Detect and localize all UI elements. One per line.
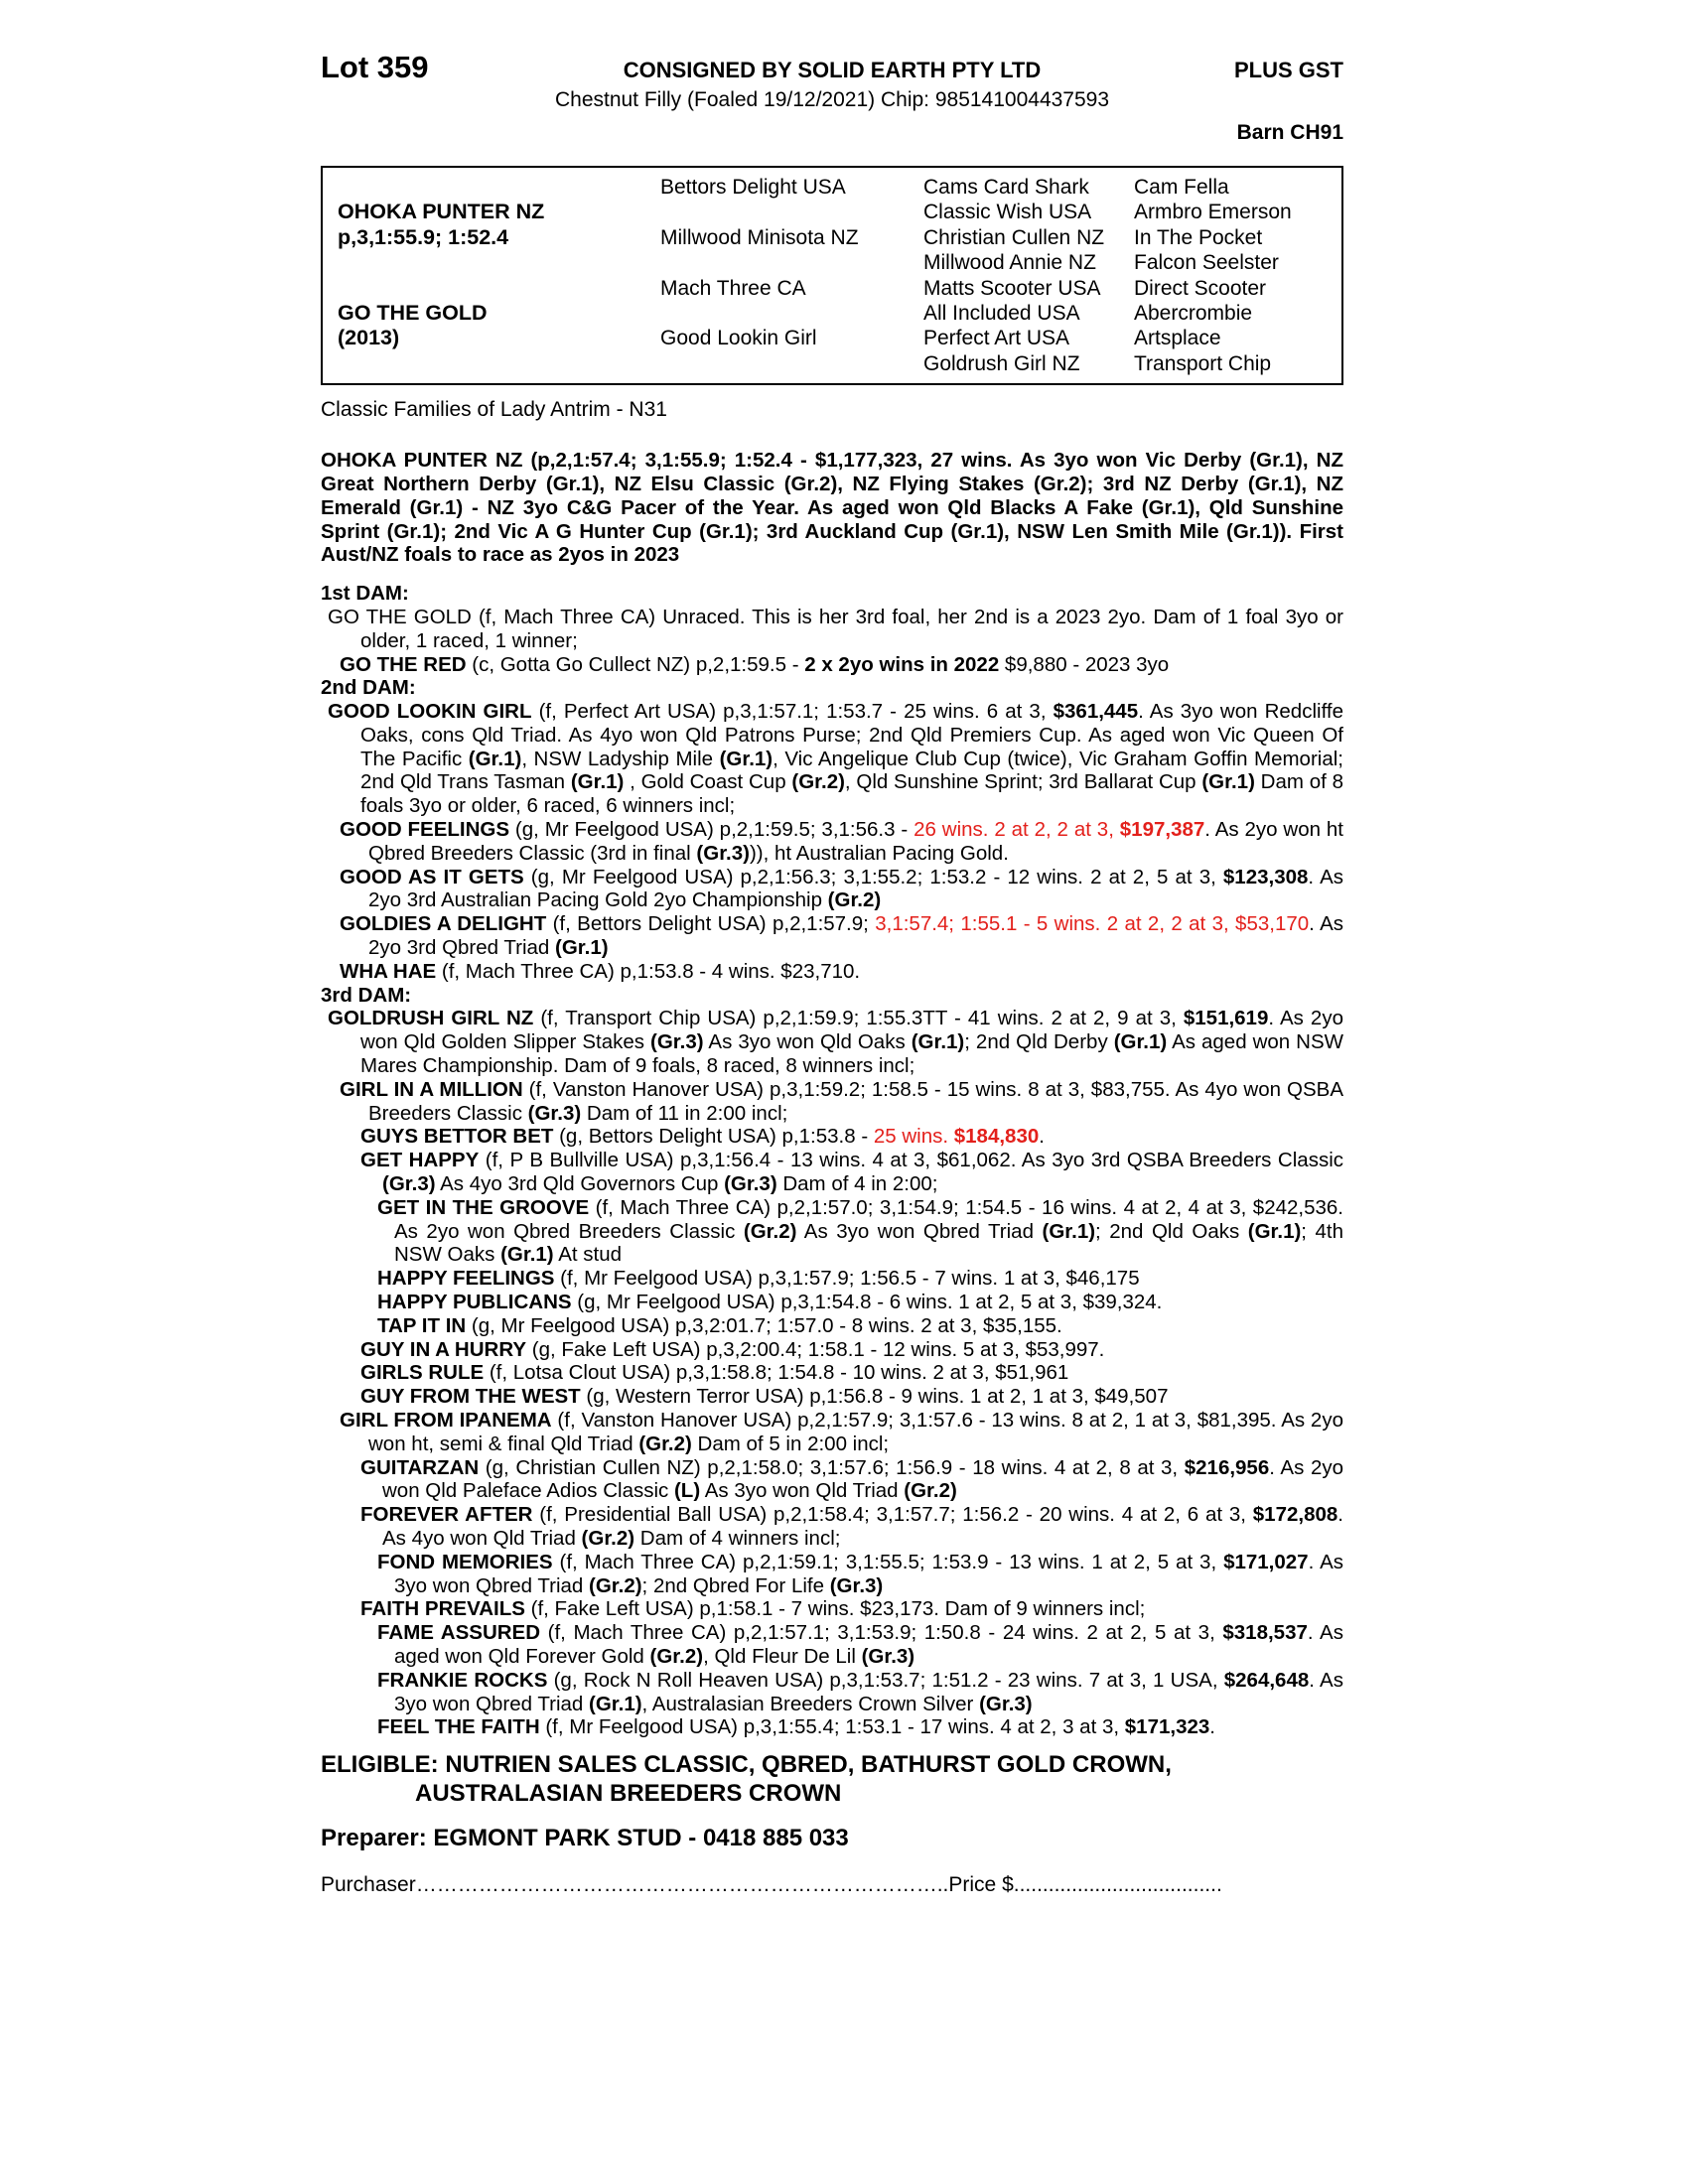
- entry-goldrush-girl-nz: GOLDRUSH GIRL NZ (f, Transport Chip USA) p,2,1:59.9; 1:55.3TT - 41 wins. 2 at 2, 9 at 3, $151,619. As 2yo won Qld Golden Slipper Stakes (Gr.3) As 3yo won Qld Oaks (Gr.1); 2nd Qld Derby (Gr.1) As aged won NSW Mares Championship. Dam of 9 foals, 8 raced, 8 winners incl;: [328, 1007, 1344, 1078]
- pedigree-generation4-1: Cam Fella: [1134, 176, 1229, 199]
- dam3-header: 3rd DAM:: [321, 983, 412, 1007]
- price-blank: ....................................: [1013, 1873, 1222, 1897]
- pedigree-generation2-3: Mach Three CA: [660, 276, 806, 300]
- dam1-header: 1st DAM:: [321, 582, 409, 606]
- pedigree-generation2-1: Bettors Delight USA: [660, 176, 846, 199]
- preparer-line: Preparer: EGMONT PARK STUD - 0418 885 033: [321, 1825, 849, 1852]
- pedigree-table: [321, 166, 1343, 385]
- dam2-header: 2nd DAM:: [321, 676, 416, 700]
- entry-forever-after: FOREVER AFTER (f, Presidential Ball USA) p,2,1:58.4; 3,1:57.7; 1:56.2 - 20 wins. 4 at 2, 6 at 3, $172,808. As 4yo won Qld Triad (Gr.2) Dam of 4 winners incl;: [360, 1503, 1343, 1550]
- entry-wha-hae: WHA HAE (f, Mach Three CA) p,1:53.8 - 4 wins. $23,710.: [340, 959, 861, 983]
- entry-feel-the-faith: FEEL THE FAITH (f, Mr Feelgood USA) p,3,1:55.4; 1:53.1 - 17 wins. 4 at 2, 3 at 3, $171,323.: [377, 1715, 1215, 1739]
- purchaser-blank: …………………………………………………………………..: [415, 1873, 949, 1897]
- entry-go-the-gold: GO THE GOLD (f, Mach Three CA) Unraced. This is her 3rd foal, her 2nd is a 2023 2yo. Dam of 1 foal 3yo or older, 1 raced, 1 winner;: [328, 605, 1343, 652]
- pedigree-generation1-2: [323, 276, 660, 377]
- pedigree-generation3-7: Perfect Art USA: [923, 327, 1070, 350]
- pedigree-name-line: GO THE GOLD: [338, 300, 488, 325]
- entry-faith-prevails: FAITH PREVAILS (f, Fake Left USA) p,1:58.1 - 7 wins. $23,173. Dam of 9 winners incl;: [360, 1597, 1146, 1621]
- pedigree-generation3-6: All Included USA: [923, 301, 1080, 325]
- pedigree-generation2-2: Millwood Minisota NZ: [660, 225, 859, 249]
- pedigree-generation4-4: Falcon Seelster: [1134, 251, 1279, 275]
- eligible-line2: AUSTRALASIAN BREEDERS CROWN: [415, 1780, 842, 1808]
- plus-gst-label: PLUS GST: [1233, 58, 1343, 82]
- pedigree-generation3-2: Classic Wish USA: [923, 201, 1092, 224]
- pedigree-name-line: p,3,1:55.9; 1:52.4: [338, 224, 509, 249]
- entry-get-happy: GET HAPPY (f, P B Bullville USA) p,3,1:56.4 - 13 wins. 4 at 3, $61,062. As 3yo 3rd QSBA Breeders Classic (Gr.3) As 4yo 3rd Qld Governors Cup (Gr.3) Dam of 4 in 2:00;: [360, 1149, 1343, 1196]
- header-row: [321, 0, 1343, 85]
- entry-guy-from-the-west: GUY FROM THE WEST (g, Western Terror USA) p,1:56.8 - 9 wins. 1 at 2, 1 at 3, $49,507: [360, 1385, 1169, 1409]
- entry-goldies-a-delight: GOLDIES A DELIGHT (f, Bettors Delight USA) p,2,1:57.9; 3,1:57.4; 1:55.1 - 5 wins. 2 at 2, 2 at 3, $53,170. As 2yo 3rd Qbred Triad (Gr.1): [340, 912, 1344, 960]
- purchaser-line: [321, 1873, 1343, 1897]
- entry-guitarzan: GUITARZAN (g, Christian Cullen NZ) p,2,1:58.0; 3,1:57.6; 1:56.9 - 18 wins. 4 at 2, 8 at 3, $216,956. As 2yo won Qld Paleface Adios Classic (L) As 3yo won Qld Triad (Gr.2): [360, 1455, 1343, 1503]
- pedigree-generation4-6: Abercrombie: [1134, 301, 1253, 325]
- pedigree-generation3-8: Goldrush Girl NZ: [923, 351, 1080, 375]
- entry-guy-in-a-hurry: GUY IN A HURRY (g, Fake Left USA) p,3,2:00.4; 1:58.1 - 12 wins. 5 at 3, $53,997.: [360, 1337, 1105, 1361]
- horse-description: Chestnut Filly (Foaled 19/12/2021) Chip: 985141004437593: [554, 88, 1110, 111]
- pedigree-generation3-1: Cams Card Shark: [923, 176, 1089, 199]
- pedigree-generation3-5: Matts Scooter USA: [923, 276, 1101, 300]
- entry-tap-it-in: TAP IT IN (g, Mr Feelgood USA) p,3,2:01.7; 1:57.0 - 8 wins. 2 at 3, $35,155.: [377, 1313, 1062, 1337]
- pedigree-name-line: OHOKA PUNTER NZ: [338, 200, 545, 224]
- family-line: Classic Families of Lady Antrim - N31: [321, 398, 667, 422]
- pedigree-generation4-8: Transport Chip: [1134, 351, 1272, 375]
- entry-good-feelings: GOOD FEELINGS (g, Mr Feelgood USA) p,2,1:59.5; 3,1:56.3 - 26 wins. 2 at 2, 2 at 3, $197,387. As 2yo won ht Qbred Breeders Classic (3rd in final (Gr.3))), ht Australian Pacing Gold.: [340, 818, 1344, 865]
- sire-summary: OHOKA PUNTER NZ (p,2,1:57.4; 3,1:55.9; 1:52.4 - $1,177,323, 27 wins. As 3yo won Vic Derby (Gr.1), NZ Great Northern Derby (Gr.1), NZ Elsu Classic (Gr.2), NZ Flying Stakes (Gr.2); 3rd NZ Derby (Gr.1), NZ Emerald (Gr.1) - NZ 3yo C&G Pacer of the Year. As aged won Qld Blacks A Fake (Gr.1), Qld Sunshine Sprint (Gr.1); 2nd Vic A G Hunter Cup (Gr.1); 3rd Auckland Cup (Gr.1), NSW Len Smith Mile (Gr.1)). First Aust/NZ foals to race as 2yos in 2023: [321, 449, 1343, 567]
- pedigree-generation4-2: Armbro Emerson: [1134, 201, 1292, 224]
- eligible-block: [321, 1750, 1343, 1808]
- pedigree-generation4-5: Direct Scooter: [1134, 276, 1267, 300]
- pedigree-generation2-4: Good Lookin Girl: [660, 327, 817, 350]
- barn-label: Barn CH91: [1236, 121, 1343, 144]
- entry-girls-rule: GIRLS RULE (f, Lotsa Clout USA) p,3,1:58.8; 1:54.8 - 10 wins. 2 at 3, $51,961: [360, 1361, 1069, 1385]
- pedigree-generation4-7: Artsplace: [1134, 327, 1221, 350]
- pedigree-name-line: (2013): [338, 326, 400, 350]
- pedigree-generation3-3: Christian Cullen NZ: [923, 225, 1105, 249]
- entry-frankie-rocks: FRANKIE ROCKS (g, Rock N Roll Heaven USA) p,3,1:53.7; 1:51.2 - 23 wins. 7 at 3, 1 USA, $264,648. As 3yo won Qbred Triad (Gr.1), Australasian Breeders Crown Silver (Gr.3): [377, 1668, 1343, 1715]
- entry-happy-feelings: HAPPY FEELINGS (f, Mr Feelgood USA) p,3,1:57.9; 1:56.5 - 7 wins. 1 at 3, $46,175: [377, 1267, 1140, 1291]
- entry-get-in-the-groove: GET IN THE GROOVE (f, Mach Three CA) p,2,1:57.0; 3,1:54.9; 1:54.5 - 16 wins. 4 at 2, 4 at 3, $242,536. As 2yo won Qbred Breeders Classic (Gr.2) As 3yo won Qbred Triad (Gr.1); 2nd Qld Oaks (Gr.1); 4th NSW Oaks (Gr.1) At stud: [377, 1195, 1344, 1267]
- lot-number: Lot 359: [321, 50, 429, 84]
- entry-go-the-red: GO THE RED (c, Gotta Go Cullect NZ) p,2,1:59.5 - 2 x 2yo wins in 2022 $9,880 - 2023 3yo: [340, 652, 1170, 676]
- entry-fond-memories: FOND MEMORIES (f, Mach Three CA) p,2,1:59.1; 3,1:55.5; 1:53.9 - 13 wins. 1 at 2, 5 at 3, $171,027. As 3yo won Qbred Triad (Gr.2); 2nd Qbred For Life (Gr.3): [377, 1550, 1343, 1597]
- consignor-title: CONSIGNED BY SOLID EARTH PTY LTD: [623, 58, 1042, 82]
- entry-fame-assured: FAME ASSURED (f, Mach Three CA) p,2,1:57.1; 3,1:53.9; 1:50.8 - 24 wins. 2 at 2, 5 at 3, $318,537. As aged won Qld Forever Gold (Gr.2), Qld Fleur De Lil (Gr.3): [377, 1621, 1343, 1668]
- entry-guys-bettor-bet: GUYS BETTOR BET (g, Bettors Delight USA) p,1:53.8 - 25 wins. $184,830.: [360, 1125, 1045, 1149]
- entry-good-as-it-gets: GOOD AS IT GETS (g, Mr Feelgood USA) p,2,1:56.3; 3,1:55.2; 1:53.2 - 12 wins. 2 at 2, 5 at 3, $123,308. As 2yo 3rd Australian Pacing Gold 2yo Championship (Gr.2): [340, 865, 1343, 912]
- eligible-line1: ELIGIBLE: NUTRIEN SALES CLASSIC, QBRED, BATHURST GOLD CROWN,: [321, 1751, 1172, 1779]
- catalog-page: [321, 0, 1343, 1897]
- entry-happy-publicans: HAPPY PUBLICANS (g, Mr Feelgood USA) p,3,1:54.8 - 6 wins. 1 at 2, 5 at 3, $39,324.: [377, 1291, 1163, 1314]
- pedigree-generation4-3: In The Pocket: [1134, 225, 1263, 249]
- entry-girl-in-a-million: GIRL IN A MILLION (f, Vanston Hanover USA) p,3,1:59.2; 1:58.5 - 15 wins. 8 at 3, $83,755. As 4yo won QSBA Breeders Classic (Gr.3) Dam of 11 in 2:00 incl;: [340, 1077, 1343, 1125]
- pedigree-generation3-4: Millwood Annie NZ: [923, 251, 1096, 275]
- pedigree-entries: [321, 449, 1343, 1739]
- price-label: Price $: [948, 1873, 1014, 1897]
- purchaser-label: Purchaser: [321, 1873, 416, 1897]
- pedigree-generation1-1: [323, 175, 660, 276]
- entry-girl-from-ipanema: GIRL FROM IPANEMA (f, Vanston Hanover USA) p,2,1:57.9; 3,1:57.6 - 13 wins. 8 at 2, 1 at 3, $81,395. As 2yo won ht, semi & final Qld Triad (Gr.2) Dam of 5 in 2:00 incl;: [340, 1409, 1343, 1455]
- entry-good-lookin-girl: GOOD LOOKIN GIRL (f, Perfect Art USA) p,3,1:57.1; 1:53.7 - 25 wins. 6 at 3, $361,445. As 3yo won Redcliffe Oaks, cons Qld Triad. As 4yo won Qld Patrons Purse; 2nd Qld Premiers Cup. As aged won Vic Queen Of The Pacific (Gr.1), NSW Ladyship Mile (Gr.1), Vic Angelique Club Cup (twice), Vic Graham Goffin Memorial; 2nd Qld Trans Tasman (Gr.1) , Gold Coast Cup (Gr.2), Qld Sunshine Sprint; 3rd Ballarat Cup (Gr.1) Dam of 8 foals 3yo or older, 6 raced, 6 winners incl;: [328, 700, 1343, 818]
